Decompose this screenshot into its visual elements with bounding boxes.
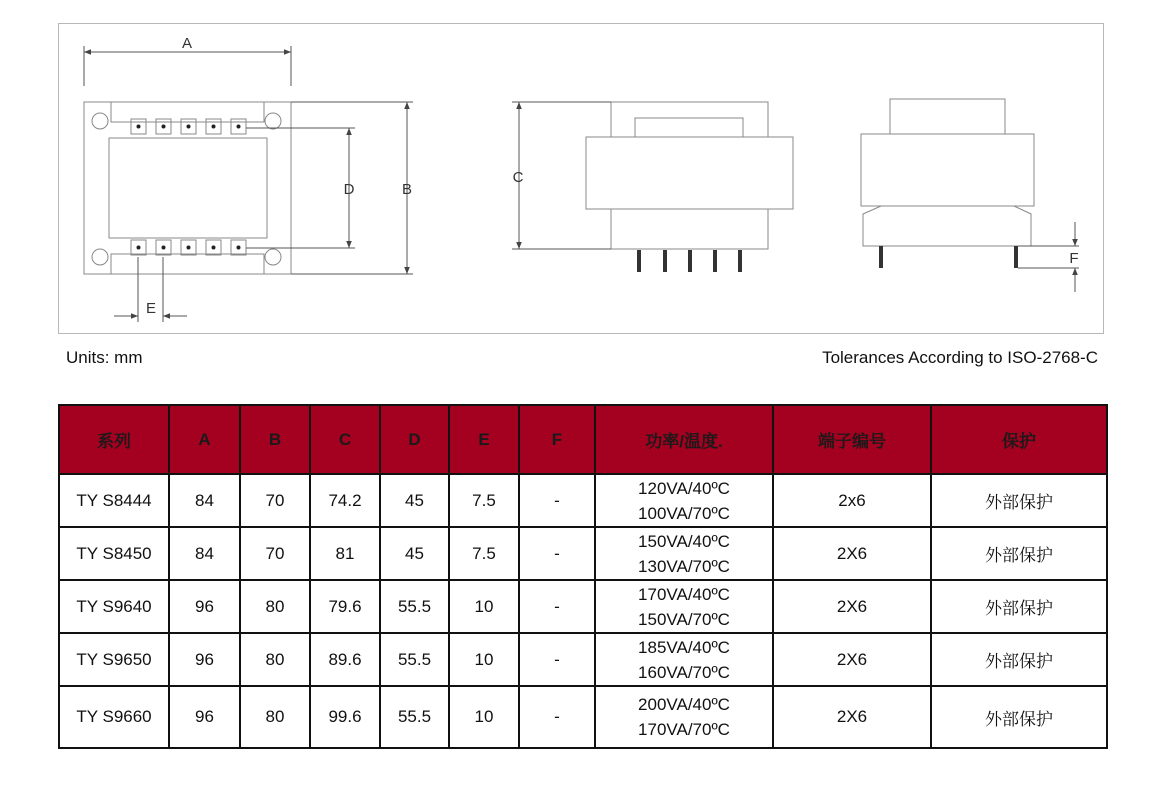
cell-series: TY S9640 bbox=[59, 580, 169, 633]
cell-c: 79.6 bbox=[310, 580, 380, 633]
units-note: Units: mm bbox=[66, 348, 143, 367]
cell-terminals: 2X6 bbox=[773, 686, 931, 748]
cell-series: TY S9650 bbox=[59, 633, 169, 686]
dimension-c bbox=[512, 102, 611, 249]
front-core bbox=[586, 137, 793, 209]
cell-d: 45 bbox=[380, 474, 449, 527]
power-40c: 120VA/40ºC bbox=[638, 478, 730, 498]
cell-c: 99.6 bbox=[310, 686, 380, 748]
power-40c: 185VA/40ºC bbox=[638, 637, 730, 657]
cell-a: 84 bbox=[169, 527, 240, 580]
power-70c: 150VA/70ºC bbox=[638, 609, 730, 629]
cell-b: 80 bbox=[240, 686, 310, 748]
table-header-row bbox=[59, 405, 1107, 474]
power-70c: 170VA/70ºC bbox=[638, 720, 730, 739]
header-series: 系列 bbox=[59, 405, 169, 474]
cell-power bbox=[595, 527, 773, 580]
header-power-temperature: 功率/温度. bbox=[595, 405, 773, 474]
dimension-c-label: C bbox=[512, 169, 524, 186]
cell-f: - bbox=[519, 633, 595, 686]
table-row bbox=[59, 474, 1107, 527]
table-row bbox=[59, 527, 1107, 580]
side-pins bbox=[879, 246, 1018, 268]
cell-b: 70 bbox=[240, 527, 310, 580]
cell-f: - bbox=[519, 580, 595, 633]
cell-a: 96 bbox=[169, 686, 240, 748]
header-e: E bbox=[449, 405, 519, 474]
header-c: C bbox=[310, 405, 380, 474]
cell-f: - bbox=[519, 686, 595, 748]
cell-series: TY S8450 bbox=[59, 527, 169, 580]
cell-c: 89.6 bbox=[310, 633, 380, 686]
tolerances-note: Tolerances According to ISO-2768-C bbox=[822, 348, 1098, 367]
table-row bbox=[59, 580, 1107, 633]
cell-e: 7.5 bbox=[449, 527, 519, 580]
pin-dots bbox=[137, 125, 241, 250]
cell-a: 96 bbox=[169, 580, 240, 633]
power-70c: 100VA/70ºC bbox=[638, 503, 730, 523]
cell-a: 84 bbox=[169, 474, 240, 527]
table-row bbox=[59, 633, 1107, 686]
power-40c: 150VA/40ºC bbox=[638, 531, 730, 551]
cell-series: TY S8444 bbox=[59, 474, 169, 527]
cell-power bbox=[595, 633, 773, 686]
header-a: A bbox=[169, 405, 240, 474]
table-row bbox=[59, 686, 1107, 748]
cell-e: 10 bbox=[449, 633, 519, 686]
dimension-d-label: D bbox=[343, 181, 355, 198]
cell-e: 10 bbox=[449, 580, 519, 633]
cell-d: 45 bbox=[380, 527, 449, 580]
header-d: D bbox=[380, 405, 449, 474]
dimension-a-label: A bbox=[181, 35, 193, 52]
dimension-b-label: B bbox=[401, 181, 413, 198]
drawing-svg bbox=[59, 24, 1105, 335]
cell-d: 55.5 bbox=[380, 686, 449, 748]
cell-c: 74.2 bbox=[310, 474, 380, 527]
cell-b: 80 bbox=[240, 580, 310, 633]
cell-series: TY S9660 bbox=[59, 686, 169, 748]
header-protection: 保护 bbox=[931, 405, 1107, 474]
power-40c: 170VA/40ºC bbox=[638, 584, 730, 604]
transformer-core bbox=[109, 138, 267, 238]
cell-power bbox=[595, 580, 773, 633]
power-70c: 130VA/70ºC bbox=[638, 556, 730, 576]
cell-f: - bbox=[519, 527, 595, 580]
cell-protection: 外部保护 bbox=[931, 686, 1107, 748]
cell-protection: 外部保护 bbox=[931, 527, 1107, 580]
cell-protection: 外部保护 bbox=[931, 474, 1107, 527]
cell-d: 55.5 bbox=[380, 633, 449, 686]
cell-a: 96 bbox=[169, 633, 240, 686]
cell-power bbox=[595, 474, 773, 527]
cell-terminals: 2X6 bbox=[773, 633, 931, 686]
technical-drawing bbox=[58, 23, 1104, 334]
header-f: F bbox=[519, 405, 595, 474]
cell-d: 55.5 bbox=[380, 580, 449, 633]
cell-b: 70 bbox=[240, 474, 310, 527]
power-70c: 160VA/70ºC bbox=[638, 662, 730, 682]
header-b: B bbox=[240, 405, 310, 474]
dimension-f-label: F bbox=[1069, 250, 1079, 267]
front-pins bbox=[637, 250, 742, 272]
cell-protection: 外部保护 bbox=[931, 633, 1107, 686]
front-view bbox=[586, 102, 793, 249]
spec-table bbox=[58, 404, 1108, 749]
dimension-a bbox=[84, 46, 291, 86]
cell-power bbox=[595, 686, 773, 748]
dimension-e-label: E bbox=[145, 300, 157, 317]
dimension-d bbox=[246, 128, 355, 248]
cell-terminals: 2x6 bbox=[773, 474, 931, 527]
side-view bbox=[861, 99, 1034, 246]
cell-e: 7.5 bbox=[449, 474, 519, 527]
cell-terminals: 2X6 bbox=[773, 580, 931, 633]
cell-b: 80 bbox=[240, 633, 310, 686]
cell-f: - bbox=[519, 474, 595, 527]
cell-e: 10 bbox=[449, 686, 519, 748]
cell-terminals: 2X6 bbox=[773, 527, 931, 580]
header-terminals: 端子编号 bbox=[773, 405, 931, 474]
cell-c: 81 bbox=[310, 527, 380, 580]
cell-protection: 外部保护 bbox=[931, 580, 1107, 633]
power-40c: 200VA/40ºC bbox=[638, 695, 730, 714]
